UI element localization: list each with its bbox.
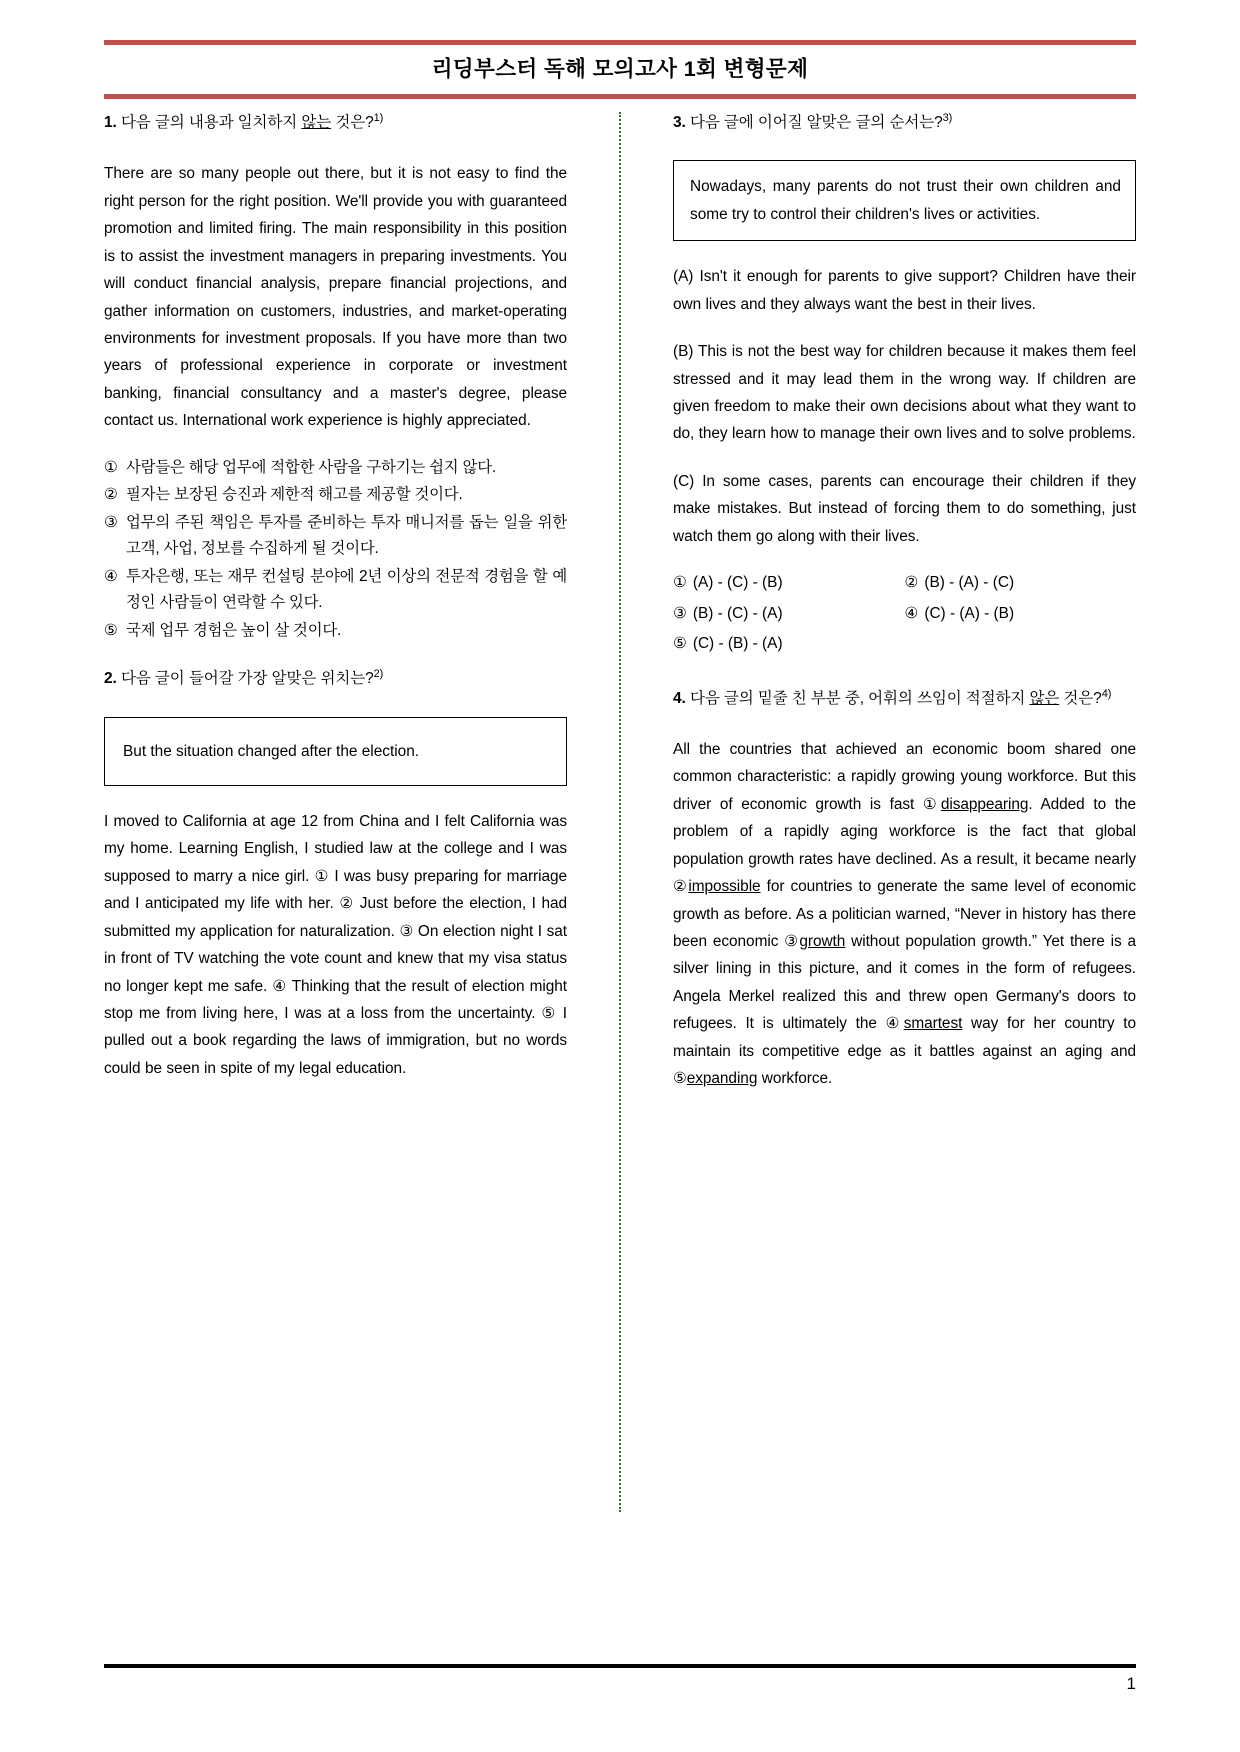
question-2-heading (104, 668, 567, 690)
question-1-number: 1. (104, 114, 117, 131)
question-1-prompt-before: 다음 글의 내용과 일치하지 (116, 114, 302, 131)
underlined-vocab[interactable]: growth (799, 932, 846, 950)
passage-segment: ① I was busy preparing for marriage and I anticipated my life with her. (104, 867, 568, 913)
question-3-prompt: 다음 글에 이어질 알맞은 글의 순서는? (685, 114, 943, 131)
question-4-prompt-before: 다음 글의 밑줄 친 부분 중, 어휘의 쓰임이 적절하지 (685, 689, 1030, 707)
underlined-vocab[interactable]: impossible (688, 878, 761, 896)
question-2-passage (104, 808, 567, 1082)
question-4-passage (673, 736, 1136, 1092)
vocab-marker: ③ (784, 932, 800, 950)
document-footer (104, 1664, 1136, 1694)
choice-label: 필자는 보장된 승진과 제한적 해고를 제공할 것이다. (126, 486, 463, 504)
question-2-footnote: 2) (373, 667, 384, 680)
question-4-number: 4. (673, 689, 686, 707)
option-marker: ② (904, 574, 919, 592)
question-3-paragraph-b: (B) This is not the best way for children because it makes them feel stressed and it may lead them in the wrong way. If children are given freedom to make their own decisions about what they want to do, they learn how to manage their own lives and to solve problems. (673, 343, 1136, 443)
left-column (104, 112, 567, 1612)
choice-label: 국제 업무 경험은 높이 살 것이다. (126, 621, 342, 639)
option-marker: ④ (904, 604, 919, 622)
question-1-heading (104, 112, 567, 134)
vocab-marker: ④ (885, 1015, 904, 1033)
question-3-paragraph-a: (A) Isn't it enough for parents to give support? Children have their own lives and they always want the best in their lives. (673, 268, 1136, 313)
question-1-passage: There are so many people out there, but it is not easy to find the right person for the right position. We'll provide you with guaranteed promotion and limited firing. The main responsibility in this position is to assist the investment managers in preparing investments. You will conduct financial analysis, prepare financial projections, and gather information on customers, industries, and market-operating environments for investment proposals. If you have more than two years of professional experience in corporate or investment banking, financial consultancy and a master's degree, please contact us. International work experience is highly appreciated. (104, 165, 567, 430)
choice-label: 업무의 주된 책임은 투자를 준비하는 투자 매니저를 돕는 일을 위한 고객, 사업, 정보를 수집하게 될 것이다. (126, 513, 567, 558)
right-column (673, 112, 1136, 1612)
question-4-block (673, 688, 1136, 1093)
option-marker: ③ (673, 604, 687, 622)
question-3-heading (673, 112, 1136, 134)
question-3-paragraph-c: (C) In some cases, parents can encourage their children if they make mistakes. But instead of forcing them to do something, just watch them go along with their lives. (673, 472, 1136, 545)
underlined-vocab[interactable]: disappearing (940, 795, 1029, 813)
question-3-block (673, 112, 1136, 658)
question-1-prompt-negation: 않는 (301, 114, 332, 131)
question-1-footnote: 1) (373, 111, 384, 124)
question-3-footnote: 3) (942, 111, 953, 124)
choice-item[interactable] (104, 455, 567, 481)
choice-label: 투자은행, 또는 재무 컨설팅 분야에 2년 이상의 전문적 경험을 할 예정인 사람들이 연락할 수 있다. (126, 567, 567, 612)
option-label: (C) - (A) - (B) (924, 604, 1015, 622)
passage-segment: I moved to California at age 12 from China and I felt California was my home. Learning English, I studied law at the college and I was supposed to marry a nice girl. (104, 812, 567, 885)
choice-item[interactable] (104, 564, 567, 617)
option-marker: ⑤ (673, 635, 687, 653)
question-2-prompt: 다음 글이 들어갈 가장 알맞은 위치는? (116, 670, 374, 688)
question-2-boxed-sentence: But the situation changed after the election. (104, 717, 567, 786)
option-label: (A) - (C) - (B) (692, 574, 783, 592)
choice-label: 사람들은 해당 업무에 적합한 사람을 구하기는 쉽지 않다. (126, 458, 496, 476)
choice-marker: ④ (104, 567, 118, 585)
option-label: (B) - (A) - (C) (924, 574, 1015, 592)
passage-segment: workforce. (757, 1070, 833, 1088)
passage-segment: ③ On election night I sat in front of TV watching the vote count and knew that my visa status no longer kept me safe. (104, 922, 567, 995)
passage-segment: . Added to the problem of a rapidly aging workforce is the fact that global population growth rates have declined. As a result, it became nearly (673, 795, 1136, 868)
choice-marker: ② (104, 486, 118, 504)
vocab-marker: ⑤ (673, 1070, 687, 1088)
passage-segment: without population growth.” Yet there is a silver lining in this picture, and it comes in the form of refugees. Angela Merkel realized this and threw open Germany's doors to refugees. It is ultimately the (673, 932, 1136, 1033)
document-header (104, 40, 1136, 99)
option-item[interactable] (905, 601, 1137, 627)
option-marker: ① (673, 574, 687, 592)
header-rule-bottom (104, 94, 1136, 99)
question-1-choices (104, 455, 567, 644)
question-2-number: 2. (104, 670, 117, 688)
question-3-options (673, 570, 1136, 657)
underlined-vocab[interactable]: expanding (686, 1070, 758, 1088)
passage-segment: All the countries that achieved an economic boom shared one common characteristic: a rapidly growing young workforce. But this driver of economic growth is fast (673, 741, 1136, 813)
option-spacer (905, 631, 1137, 657)
option-item[interactable] (673, 601, 905, 627)
question-4-heading (673, 688, 1136, 710)
question-1-prompt-after: 것은? (331, 114, 374, 131)
vocab-marker: ① (922, 795, 941, 813)
passage-segment: way for her country to maintain its competitive edge as it battles against an aging and (673, 1015, 1136, 1060)
question-3-boxed-passage: Nowadays, many parents do not trust their own children and some try to control their children's lives or activities. (673, 160, 1136, 241)
choice-item[interactable] (104, 482, 567, 508)
vocab-marker: ② (673, 878, 689, 896)
choice-item[interactable] (104, 618, 567, 644)
two-column-body (104, 112, 1136, 1612)
passage-segment: ⑤ I pulled out a book regarding the laws of immigration, but no words could be seen in spite of my legal education. (104, 1004, 567, 1077)
choice-marker: ① (104, 458, 118, 476)
choice-marker: ③ (104, 513, 118, 531)
option-item[interactable] (673, 631, 905, 657)
passage-segment: for countries to generate the same level of economic growth as before. As a politician warned, “Never in history has there been economic (673, 878, 1137, 950)
passage-segment: ④ Thinking that the result of election might stop me from living here, I was at a loss from the uncertainty. (104, 977, 568, 1022)
page-title: 리딩부스터 독해 모의고사 1회 변형문제 (431, 57, 809, 81)
column-divider (567, 112, 673, 1612)
option-item[interactable] (673, 570, 905, 596)
option-label: (C) - (B) - (A) (692, 635, 783, 653)
question-4-prompt-after: 것은? (1059, 689, 1102, 707)
question-4-footnote: 4) (1101, 687, 1112, 700)
page-number: 1 (1126, 1674, 1136, 1693)
underlined-vocab[interactable]: smartest (903, 1015, 963, 1033)
choice-item[interactable] (104, 510, 567, 563)
question-4-prompt-negation: 않은 (1029, 689, 1060, 707)
question-3-number: 3. (673, 114, 686, 131)
divider-dotted-line (619, 112, 621, 1512)
passage-segment: ② Just before the election, I had submitted my application for naturalization. (104, 895, 567, 940)
option-label: (B) - (C) - (A) (692, 604, 783, 622)
question-1-block (104, 112, 567, 644)
choice-marker: ⑤ (104, 621, 118, 639)
option-item[interactable] (905, 570, 1137, 596)
question-2-block (104, 668, 567, 1082)
